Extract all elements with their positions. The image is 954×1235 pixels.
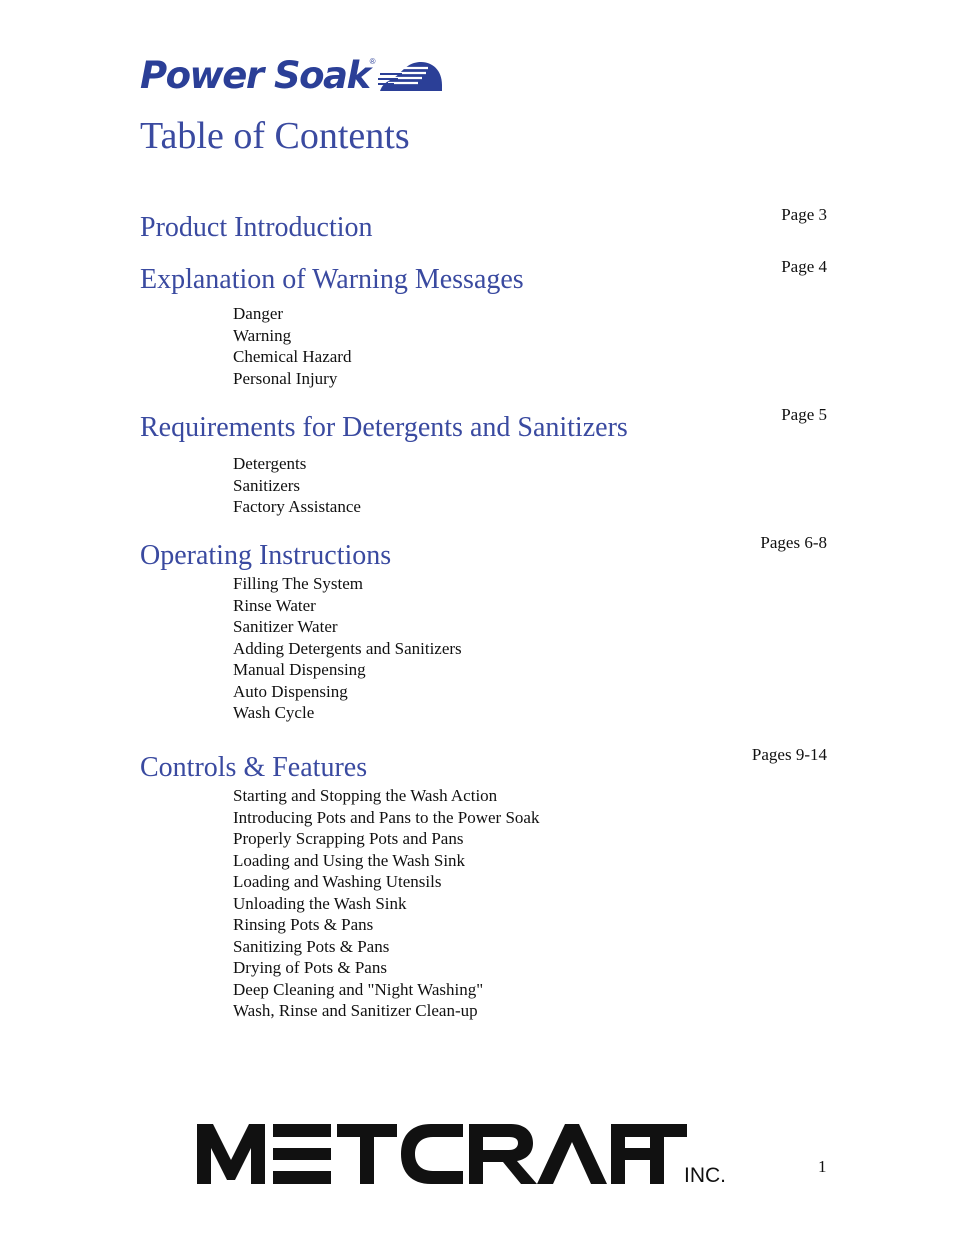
section-page: Page 5 [781, 405, 827, 424]
list-item: Sanitizing Pots & Pans [233, 936, 390, 956]
list-item: Factory Assistance [233, 497, 361, 516]
list-item: Starting and Stopping the Wash Action [233, 786, 498, 805]
section-items [233, 303, 830, 389]
list-item: Drying of Pots & Pans [233, 958, 387, 977]
list-item: Loading and Washing Utensils [233, 872, 442, 891]
section-title: Explanation of Warning Messages [140, 264, 524, 295]
list-item: Filling The System [233, 574, 364, 593]
section-items [233, 453, 830, 518]
list-item: Loading and Using the Wash Sink [233, 850, 466, 870]
section-items [233, 573, 830, 724]
list-item: Unloading the Wash Sink [233, 893, 407, 913]
list-item: Wash, Rinse and Sanitizer Clean-up [233, 1001, 478, 1020]
list-item: Rinse Water [233, 595, 316, 615]
list-item: Properly Scrapping Pots and Pans [233, 829, 464, 848]
list-item: Warning [233, 325, 292, 345]
wave-icon [378, 57, 444, 93]
toc-section-product-introduction [140, 205, 830, 243]
toc-section-warning-messages [140, 257, 830, 389]
registered-mark: ® [369, 56, 376, 66]
section-title: Requirements for Detergents and Sanitizers [140, 412, 628, 443]
section-page: Page 3 [781, 205, 827, 224]
list-item: Adding Detergents and Sanitizers [233, 638, 462, 658]
toc-section-detergents-sanitizers [140, 405, 830, 518]
list-item: Sanitizer Water [233, 617, 338, 636]
section-title: Operating Instructions [140, 540, 392, 571]
page-number: 1 [818, 1157, 827, 1176]
brand-name: Power Soak [140, 53, 370, 97]
company-suffix: INC. [684, 1164, 726, 1187]
metcraft-logo [197, 1122, 687, 1186]
list-item: Personal Injury [233, 368, 338, 388]
list-item: Introducing Pots and Pans to the Power Soak [233, 807, 540, 827]
section-title: Controls & Features [140, 752, 368, 783]
list-item: Auto Dispensing [233, 681, 348, 701]
list-item: Sanitizers [233, 475, 301, 495]
section-items [233, 785, 830, 1022]
list-item: Rinsing Pots & Pans [233, 915, 374, 934]
section-page: Pages 6-8 [760, 533, 827, 552]
section-title: Product Introduction [140, 212, 373, 243]
section-page: Page 4 [781, 257, 827, 276]
list-item: Deep Cleaning and "Night Washing" [233, 979, 484, 999]
list-item: Chemical Hazard [233, 347, 352, 366]
list-item: Danger [233, 304, 284, 323]
company-name: METCRAFT [197, 1122, 203, 1123]
power-soak-logo [140, 54, 444, 96]
list-item: Wash Cycle [233, 703, 315, 722]
toc-section-controls-features [140, 745, 830, 1022]
list-item: Detergents [233, 454, 307, 473]
toc-section-operating-instructions [140, 533, 830, 724]
section-page: Pages 9-14 [751, 745, 827, 764]
page-title: Table of Contents [140, 115, 410, 157]
list-item: Manual Dispensing [233, 660, 366, 679]
